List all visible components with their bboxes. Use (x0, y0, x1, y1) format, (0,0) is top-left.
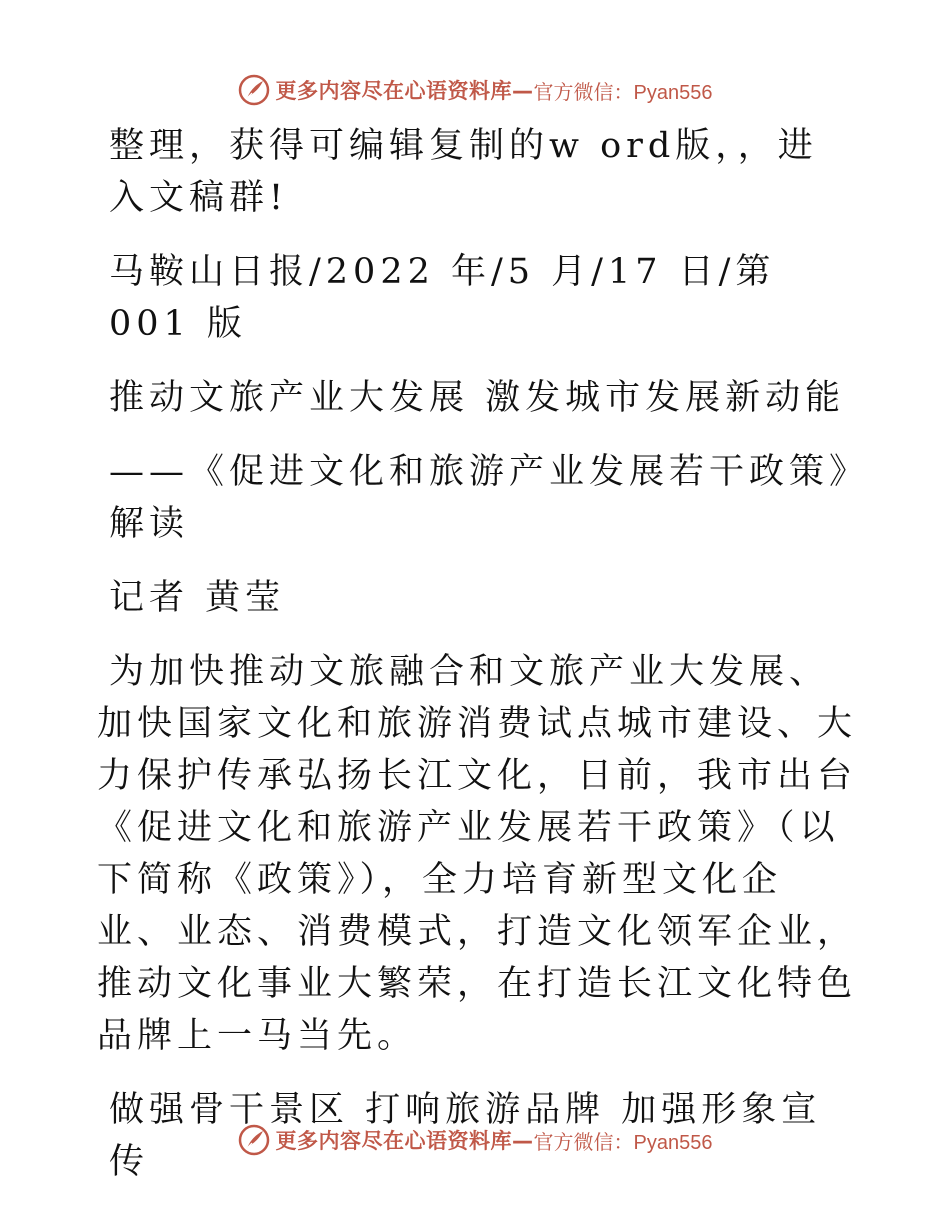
header-promo-text: 更多内容尽在心语资料库— (275, 79, 534, 103)
footer-promo-text: 更多内容尽在心语资料库— (275, 1129, 534, 1153)
quill-logo-icon (238, 1124, 270, 1156)
section-heading: 做强骨干景区 打响旅游品牌 加强形象宣传 (109, 1090, 822, 1182)
byline: 记者 黄莹 (109, 578, 286, 618)
header-watermark (0, 70, 950, 110)
header-wechat-text: 官方微信：Pyan556 (533, 81, 713, 104)
intro-text: 整理，获得可编辑复制的w ord版，，进入文稿群! (109, 126, 818, 218)
footer-wechat-text: 官方微信：Pyan556 (533, 1131, 713, 1154)
source-line: 马鞍山日报/2022 年/5 月/17 日/第 001 版 (109, 252, 776, 344)
quill-logo-icon (238, 74, 270, 106)
article-headline: 推动文旅产业大发展 激发城市发展新动能 (109, 378, 846, 418)
article-paragraph: 为加快推动文旅融合和文旅产业大发展、加快国家文化和旅游消费试点城市建设、大力保护传承弘扬长江文化，日前，我市出台《促进文化和旅游产业发展若干政策》（以下简称《政策》），全力培育新型文化企业、业态、消费模式，打造文化领军企业，推动文化事业大繁荣，在打造长江文化特色品牌上一马当先。 (97, 652, 858, 1056)
footer-watermark (0, 1120, 950, 1160)
document-body (97, 120, 857, 1188)
article-subheadline: ——《促进文化和旅游产业发展若干政策》解读 (109, 452, 852, 544)
